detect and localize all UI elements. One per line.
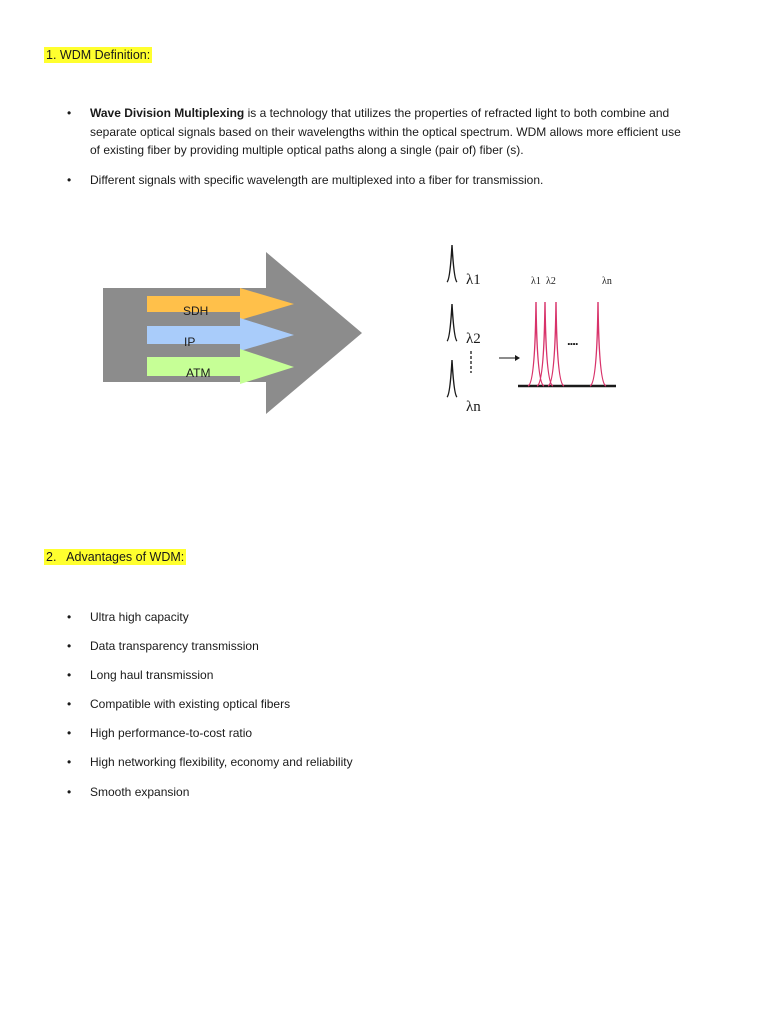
input-label-lambda2: λ2 (466, 331, 481, 347)
ip-label: IP (184, 335, 196, 349)
advantage-item: Ultra high capacity (90, 610, 189, 624)
advantage-item: High performance-to-cost ratio (90, 726, 253, 740)
definition-line-2: separate optical signals based on their wavelengths within the optical spectrum. WDM allows more efficient use (90, 124, 681, 139)
bullet-marker: • (67, 668, 72, 682)
peak-3 (548, 302, 564, 386)
input-pulse-1 (447, 245, 457, 282)
advantage-item: Compatible with existing optical fibers (90, 697, 291, 711)
definition-line-1-text: is a technology that utilizes the properties of refracted light to both combine and (244, 106, 670, 120)
section-heading-wdm-definition: 1. WDM Definition: (46, 48, 151, 62)
bullet-marker: • (67, 173, 72, 187)
input-pulse-n (447, 360, 457, 397)
peak-n (590, 302, 606, 386)
bullet-marker: • (67, 755, 72, 769)
bullet-marker: • (67, 697, 72, 711)
input-label-lambdan: λn (466, 399, 481, 415)
bullet-marker: • (67, 639, 72, 653)
bullet-marker: • (67, 726, 72, 740)
definition-line-1 (90, 104, 730, 123)
definition-bold-term: Wave Division Multiplexing (90, 106, 245, 120)
peak-label-lambda1: λ1 (531, 276, 541, 287)
sdh-label: SDH (183, 304, 209, 318)
peak-label-lambdan: λn (602, 276, 612, 287)
definition-line-3: of existing fiber by providing multiple optical paths along a single (pair of) fiber (s). (90, 143, 524, 157)
bullet-marker: • (67, 785, 72, 799)
advantage-item: Long haul transmission (90, 668, 214, 682)
peak-ellipsis: .... (567, 333, 578, 348)
multiplexing-bullet-text: Different signals with specific wavelength are multiplexed into a fiber for transmission. (90, 173, 544, 187)
wdm-spectrum-diagram (440, 240, 630, 420)
wdm-arrow-graphic (100, 250, 365, 416)
right-arrow-head (515, 355, 520, 361)
atm-label: ATM (186, 366, 211, 380)
spectrum-graphic (440, 240, 630, 420)
input-pulse-2 (447, 304, 457, 341)
section-heading-advantages: 2. Advantages of WDM: (46, 550, 185, 564)
wdm-definition-paragraph (90, 104, 730, 160)
peak-label-lambda2: λ2 (546, 276, 556, 287)
wdm-arrow-diagram (100, 250, 365, 416)
advantage-item: Data transparency transmission (90, 639, 259, 653)
input-label-lambda1: λ1 (466, 272, 481, 288)
advantage-item: Smooth expansion (90, 785, 190, 799)
bullet-marker: • (67, 106, 72, 120)
bullet-marker: • (67, 610, 72, 624)
advantage-item: High networking flexibility, economy and reliability (90, 755, 353, 769)
